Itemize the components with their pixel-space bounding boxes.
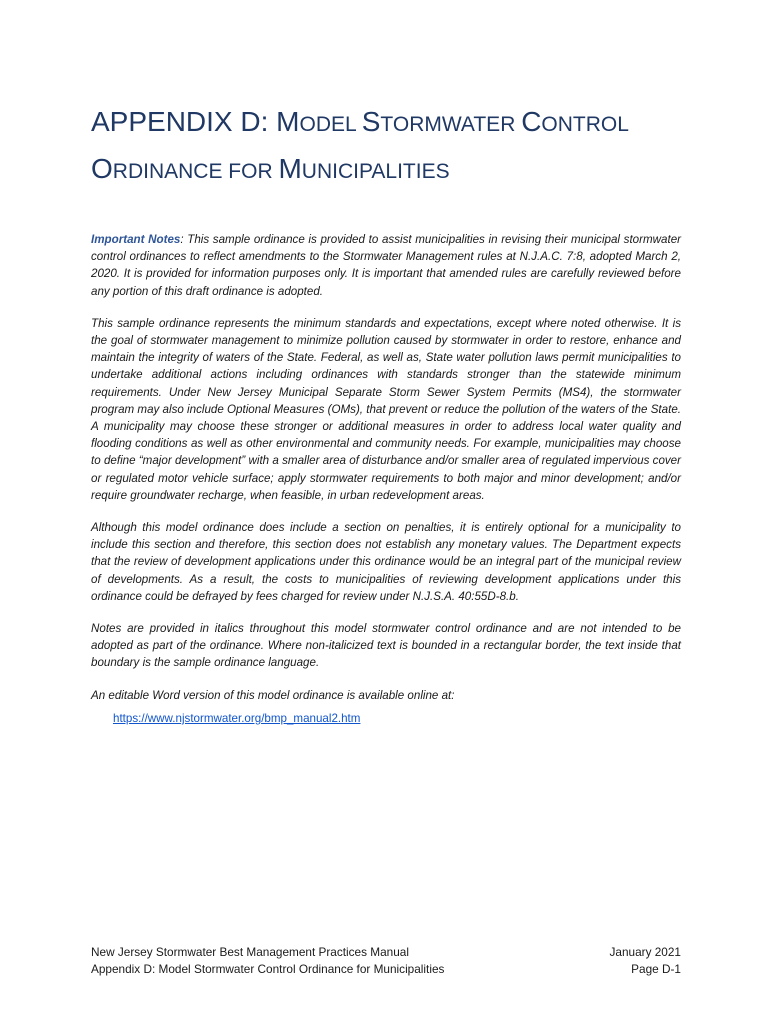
paragraph-italics-note: Notes are provided in italics throughout this model stormwater control ordinance and are not intended to be adopted as part of the ordinance. Where non-italicized text is bounded in a rectangular border, the text inside that boundary is the sample ordinance language. bbox=[91, 622, 681, 670]
link-line bbox=[91, 710, 681, 727]
footer-page-number: Page D-1 bbox=[631, 962, 681, 976]
title-line-1: APPENDIX D: MODEL STORMWATER CONTROL bbox=[91, 106, 629, 137]
njstormwater-link[interactable]: https://www.njstormwater.org/bmp_manual2.htm bbox=[113, 711, 361, 725]
notes-body bbox=[91, 231, 681, 742]
important-notes-label: Important Notes bbox=[91, 233, 181, 246]
footer-manual-title: New Jersey Stormwater Best Management Practices Manual bbox=[91, 945, 409, 959]
footer-left bbox=[91, 944, 444, 978]
paragraph-word-version: An editable Word version of this model ordinance is available online at: bbox=[91, 688, 455, 702]
important-notes-paragraph: Important Notes: This sample ordinance is provided to assist municipalities in revising their municipal stormwater control ordinances to reflect amendments to the Stormwater Management rules at N.J.A.C. 7:8, adopted March 2, 2020. It is provided for information purposes only. It is important that amended rules are carefully reviewed before any portion of this draft ordinance is adopted. bbox=[91, 233, 682, 298]
page-title bbox=[91, 100, 691, 194]
title-line-2: ORDINANCE FOR MUNICIPALITIES bbox=[91, 153, 450, 184]
footer-right bbox=[610, 944, 682, 978]
footer-date: January 2021 bbox=[609, 945, 681, 959]
footer-appendix-title: Appendix D: Model Stormwater Control Ordinance for Municipalities bbox=[91, 962, 445, 976]
paragraph-penalties: Although this model ordinance does include a section on penalties, it is entirely optional for a municipality to include this section and therefore, this section does not establish any monetary values. The Department expects that the review of development applications under this ordinance would be an integral part of the municipal review of developments. As a result, the costs to municipalities of reviewing development applications under this ordinance could be defrayed by fees charged for review under N.J.S.A. 40:55D-8.b. bbox=[91, 521, 681, 603]
paragraph-minimum-standards: This sample ordinance represents the minimum standards and expectations, except where noted otherwise. It is the goal of stormwater management to minimize pollution caused by stormwater in order to restore, enhance and maintain the integrity of waters of the State. Federal, as well as, State water pollution laws permit municipalities to undertake additional actions including ordinances with standards stronger than the statewide minimum requirements. Under New Jersey Municipal Separate Storm Sewer System Permits (MS4), the stormwater program may also include Optional Measures (OMs), that prevent or reduce the pollution of the waters of the State. A municipality may choose these stronger or additional measures in order to address local water quality and flooding conditions as well as other environmental and community needs. For example, municipalities may choose to define “major development” with a smaller area of disturbance and/or smaller area of regulated impervious cover or regulated motor vehicle surface; apply stormwater requirements to both major and minor development; and/or require groundwater recharge, when feasible, in urban redevelopment areas. bbox=[91, 316, 681, 502]
